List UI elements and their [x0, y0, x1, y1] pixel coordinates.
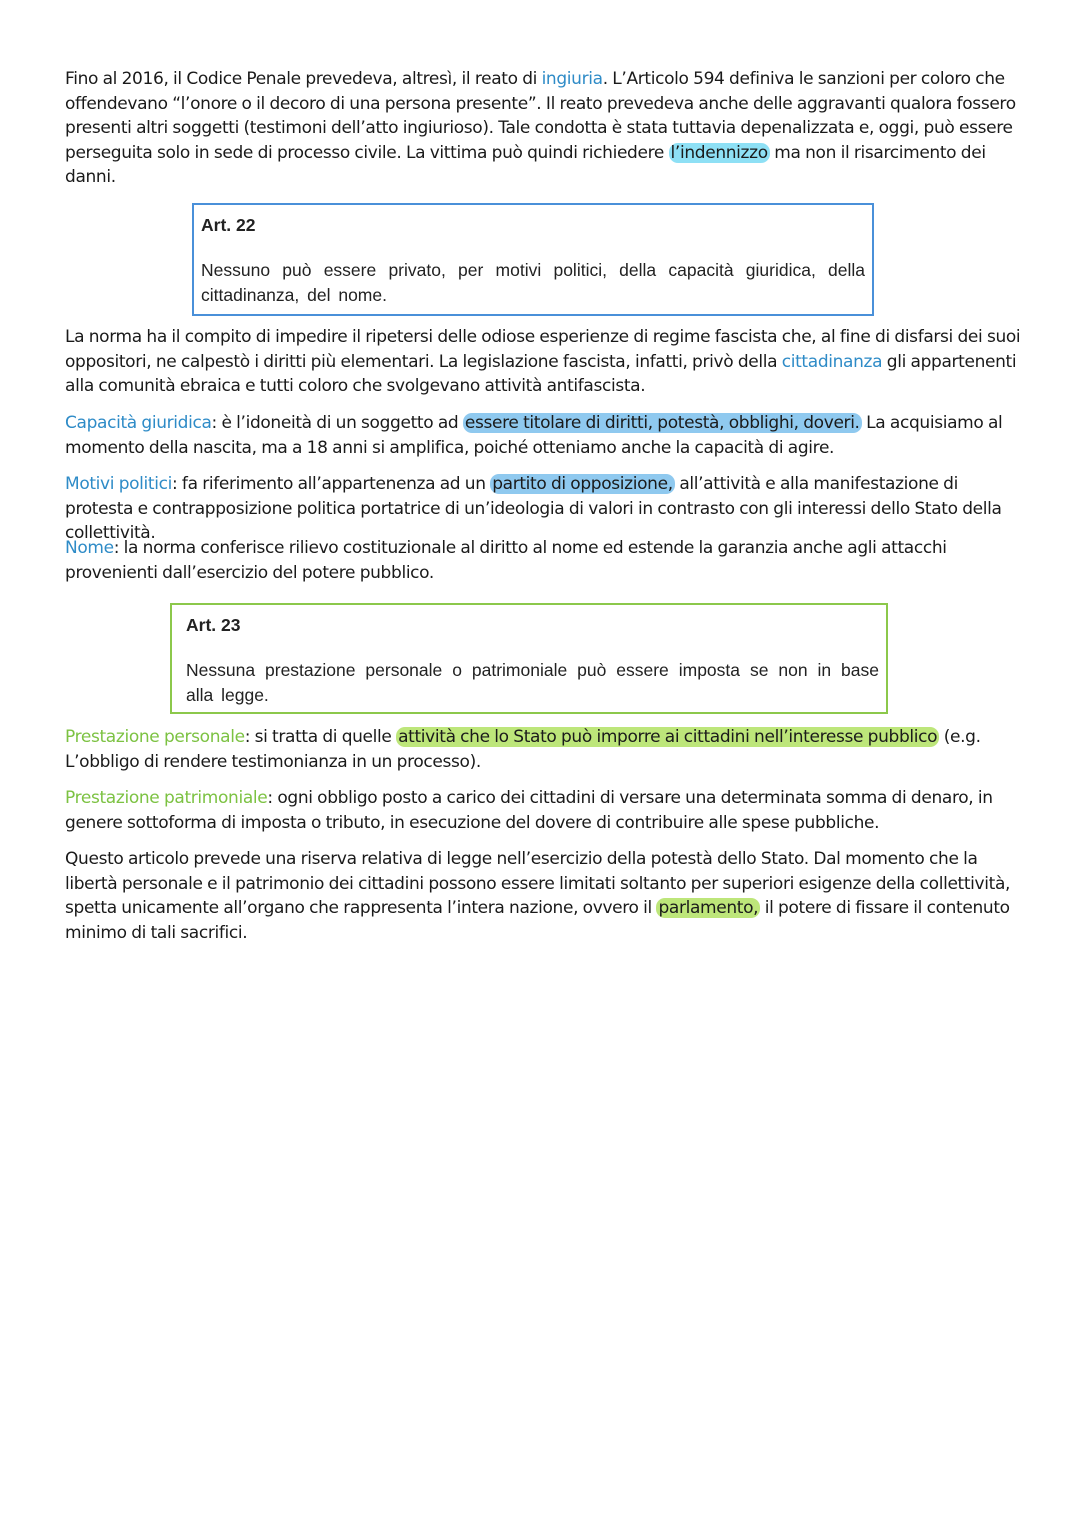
- paragraph-nome: Nome: la norma conferisce rilievo costituzionale al diritto al nome ed estende la garanzia anche agli attacchi provenienti dall’esercizio del potere pubblico.: [65, 538, 947, 583]
- paragraph-prestazione-personale: Prestazione personale: si tratta di quelle attività che lo Stato può imporre ai cittadini nell’interesse pubblico (e.g. L’obbligo di rendere testimonianza in un processo).: [65, 727, 981, 772]
- term-prestazione-personale: Prestazione personale: [65, 727, 245, 747]
- highlight-partito-opposizione: partito di opposizione,: [492, 474, 673, 494]
- paragraph-riserva-legge: Questo articolo prevede una riserva relativa di legge nell’esercizio della potestà dello Stato. Dal momento che la libertà personale e il patrimonio dei cittadini possono essere limitati soltanto per superiori esigenze della collettività, spetta unicamente all’organo che rappresenta l’intera nazione, ovvero il parlamento, il potere di fissare il contenuto minimo di tali sacrifici.: [65, 849, 1011, 943]
- article-23-title: Art. 23: [186, 615, 241, 635]
- term-capacita-giuridica: Capacità giuridica: [65, 413, 212, 433]
- highlight-parlamento: parlamento,: [658, 898, 759, 918]
- term-prestazione-patrimoniale: Prestazione patrimoniale: [65, 788, 268, 808]
- highlight-attivita-stato: attività che lo Stato può imporre ai cittadini nell’interesse pubblico: [398, 727, 938, 747]
- highlight-titolare-diritti: essere titolare di diritti, potestà, obblighi, doveri.: [464, 413, 860, 433]
- term-motivi-politici: Motivi politici: [65, 474, 172, 494]
- article-22-box: [192, 203, 874, 316]
- term-cittadinanza: cittadinanza: [781, 351, 883, 372]
- paragraph-motivi-politici: Motivi politici: fa riferimento all’appartenenza ad un partito di opposizione, all’attività e alla manifestazione di protesta e contrapposizione politica portatrice di un’ideologia di valori in contrasto con gli interessi dello Stato della collettività.: [65, 474, 1002, 543]
- highlight-indennizzo: l’indennizzo: [670, 142, 768, 163]
- article-22-text: Nessuno può essere privato, per motivi politici, della capacità giuridica, della cittadinanza, del nome.: [201, 260, 865, 305]
- article-22-title: Art. 22: [201, 215, 256, 235]
- article-23-box: [170, 603, 888, 714]
- paragraph-capacita-giuridica: Capacità giuridica: è l’idoneità di un soggetto ad essere titolare di diritti, potestà, obblighi, doveri. La acquisiamo al momento della nascita, ma a 18 anni si amplifica, poiché otteniamo anche la capacità di agire.: [65, 413, 1003, 458]
- term-nome: Nome: [65, 538, 114, 558]
- paragraph-prestazione-patrimoniale: Prestazione patrimoniale: ogni obbligo posto a carico dei cittadini di versare una determinata somma di denaro, in genere sottoforma di imposta o tributo, in esecuzione del dovere di contribuire alle spese pubbliche.: [65, 788, 993, 833]
- paragraph-ingiuria: Fino al 2016, il Codice Penale prevedeva, altresì, il reato di ingiuria. L’Articolo 594 definiva le sanzioni per coloro che offendevano “l’onore o il decoro di una persona presente”. Il reato prevedeva anche delle aggravanti qualora fossero presenti altri soggetti (testimoni dell’atto ingiurioso). Tale condotta è stata tuttavia depenalizzata e, oggi, può essere perseguita solo in sede di processo civile. La vittima può quindi richiedere l’indennizzo ma non il risarcimento dei danni.: [65, 69, 1016, 187]
- paragraph-norma: La norma ha il compito di impedire il ripetersi delle odiose esperienze di regime fascista che, al fine di disfarsi dei suoi oppositori, ne calpestò i diritti più elementari. La legislazione fascista, infatti, privò della cittadinanza gli appartenenti alla comunità ebraica e tutti coloro che svolgevano attività antifascista.: [65, 327, 1021, 396]
- article-23-text: Nessuna prestazione personale o patrimoniale può essere imposta se non in base alla legge.: [186, 660, 879, 705]
- term-ingiuria: ingiuria: [541, 69, 603, 89]
